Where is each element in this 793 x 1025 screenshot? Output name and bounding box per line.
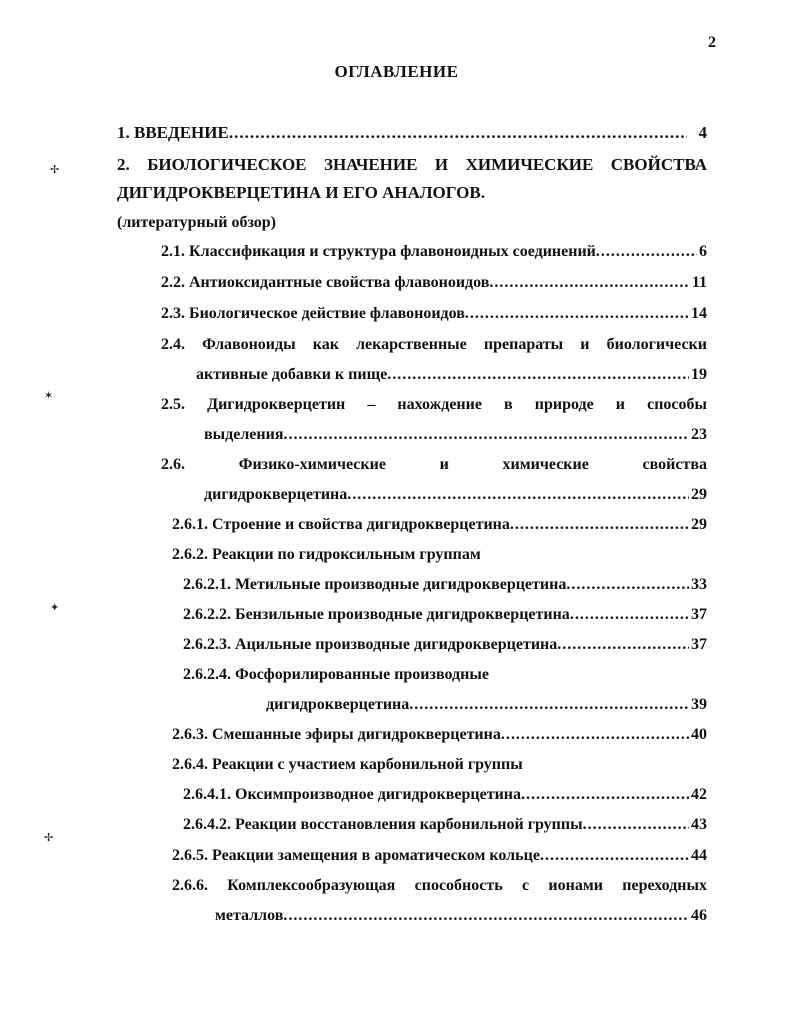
toc-entry-page: 6 bbox=[699, 243, 707, 260]
toc-entry-title: активные добавки к пище bbox=[196, 366, 388, 383]
toc-entry-page: 14 bbox=[691, 305, 707, 322]
toc-entry-2-6-4-1[interactable] bbox=[183, 785, 707, 805]
toc-entry-2-6-2-4-line1[interactable]: 2.6.2.4. Фосфорилированные производные bbox=[183, 666, 489, 683]
toc-entry-2-6-2[interactable]: 2.6.2. Реакции по гидроксильным группам bbox=[172, 546, 481, 563]
toc-entry-2-6-3[interactable] bbox=[172, 725, 707, 745]
toc-entry-2-5-line1[interactable]: 2.5. Дигидрокверцетин – нахождение в природе и способы bbox=[161, 396, 707, 413]
page-number: 2 bbox=[708, 34, 716, 51]
toc-entry-page: 19 bbox=[691, 366, 707, 383]
toc-entry-page: 4 bbox=[698, 123, 707, 142]
dot-leader bbox=[570, 605, 689, 625]
toc-entry-title: 2.1. Классификация и структура флавоноидных соединений bbox=[161, 243, 596, 260]
dot-leader bbox=[409, 695, 689, 715]
dot-leader bbox=[489, 273, 689, 293]
toc-entry-page: 44 bbox=[691, 847, 707, 864]
toc-entry-2-2[interactable] bbox=[161, 273, 707, 293]
toc-entry-page: 33 bbox=[691, 576, 707, 593]
dot-leader bbox=[557, 635, 689, 655]
toc-entry-2-1[interactable] bbox=[161, 242, 707, 262]
toc-entry-title: 2.2. Антиоксидантные свойства флавоноидов bbox=[161, 274, 490, 291]
dot-leader bbox=[583, 815, 689, 835]
toc-chapter-2-subtitle: (литературный обзор) bbox=[117, 214, 277, 231]
toc-entry-2-6-line2[interactable] bbox=[204, 485, 707, 505]
toc-entry-title: 1. ВВЕДЕНИЕ bbox=[117, 123, 229, 142]
toc-entry-title: 2.6.2.3. Ацильные производные дигидрокверцетина bbox=[183, 636, 558, 653]
toc-entry-2-4-line1[interactable]: 2.4. Флавоноиды как лекарственные препараты и биологически bbox=[161, 336, 707, 353]
toc-entry-2-6-6-line1[interactable]: 2.6.6. Комплексообразующая способность с ионами переходных bbox=[172, 877, 707, 894]
toc-entry-page: 40 bbox=[691, 726, 707, 743]
toc-entry-2-6-2-2[interactable] bbox=[183, 605, 707, 625]
toc-entry-title: 2.6.3. Смешанные эфиры дигидрокверцетина bbox=[172, 726, 501, 743]
scan-mark-icon: ✢ bbox=[44, 832, 54, 844]
toc-chapter-2-line1[interactable]: 2. БИОЛОГИЧЕСКОЕ ЗНАЧЕНИЕ И ХИМИЧЕСКИЕ СВОЙСТВА bbox=[117, 155, 707, 174]
toc-entry-2-6-6-line2[interactable] bbox=[215, 906, 707, 926]
toc-entry-title: дигидрокверцетина bbox=[204, 486, 348, 503]
dot-leader bbox=[596, 242, 697, 262]
dot-leader bbox=[521, 785, 689, 805]
dot-leader bbox=[566, 575, 689, 595]
scan-mark-icon: ✦ bbox=[50, 602, 60, 614]
toc-entry-2-5-line2[interactable] bbox=[204, 425, 707, 445]
toc-entry-page: 43 bbox=[691, 816, 707, 833]
dot-leader bbox=[347, 485, 689, 505]
toc-entry-title: 2.6.5. Реакции замещения в ароматическом кольце bbox=[172, 847, 540, 864]
scan-mark-icon: ✶ bbox=[44, 390, 54, 402]
dot-leader bbox=[387, 365, 689, 385]
toc-entry-page: 37 bbox=[691, 606, 707, 623]
dot-leader bbox=[284, 425, 690, 445]
toc-entry-2-6-5[interactable] bbox=[172, 846, 707, 866]
toc-entry-page: 23 bbox=[691, 426, 707, 443]
dot-leader bbox=[229, 123, 687, 143]
toc-entry-2-6-2-1[interactable] bbox=[183, 575, 707, 595]
toc-entry-title: 2.6.4.2. Реакции восстановления карбонильной группы bbox=[183, 816, 583, 833]
page-title: ОГЛАВЛЕНИЕ bbox=[334, 62, 459, 81]
toc-entry-title: 2.6.2.1. Метильные производные дигидрокверцетина bbox=[183, 576, 567, 593]
toc-entry-introduction[interactable] bbox=[117, 123, 707, 143]
toc-entry-title: 2.6.2.2. Бензильные производные дигидрокверцетина bbox=[183, 606, 570, 623]
toc-entry-page: 42 bbox=[691, 786, 707, 803]
toc-entry-title: металлов bbox=[215, 907, 284, 924]
toc-entry-2-3[interactable] bbox=[161, 304, 707, 324]
toc-entry-page: 46 bbox=[691, 907, 707, 924]
dot-leader bbox=[283, 906, 689, 926]
toc-entry-page: 29 bbox=[691, 516, 707, 533]
dot-leader bbox=[501, 725, 689, 745]
dot-leader bbox=[510, 515, 689, 535]
toc-entry-title: 2.6.4.1. Оксимпроизводное дигидрокверцетина bbox=[183, 786, 521, 803]
toc-entry-2-6-4-2[interactable] bbox=[183, 815, 707, 835]
toc-entry-2-4-line2[interactable] bbox=[196, 365, 707, 385]
toc-entry-2-6-4[interactable]: 2.6.4. Реакции с участием карбонильной группы bbox=[172, 756, 523, 773]
scan-mark-icon: ✢ bbox=[50, 164, 60, 176]
toc-entry-2-6-2-3[interactable] bbox=[183, 635, 707, 655]
toc-entry-page: 39 bbox=[691, 696, 707, 713]
dot-leader bbox=[540, 846, 689, 866]
dot-leader bbox=[465, 304, 689, 324]
toc-entry-page: 29 bbox=[691, 486, 707, 503]
toc-entry-2-6-2-4-line2[interactable] bbox=[266, 695, 707, 715]
toc-entry-2-6-1[interactable] bbox=[172, 515, 707, 535]
toc-chapter-2-line2: ДИГИДРОКВЕРЦЕТИНА И ЕГО АНАЛОГОВ. bbox=[117, 183, 485, 202]
toc-entry-title: выделения bbox=[204, 426, 284, 443]
toc-entry-page: 11 bbox=[691, 274, 707, 291]
toc-entry-title: дигидрокверцетина bbox=[266, 696, 410, 713]
toc-entry-title: 2.6.1. Строение и свойства дигидрокверцетина bbox=[172, 516, 510, 533]
toc-entry-title: 2.3. Биологическое действие флавоноидов bbox=[161, 305, 465, 322]
toc-entry-2-6-line1[interactable]: 2.6. Физико-химические и химические свойства bbox=[161, 456, 707, 473]
toc-entry-page: 37 bbox=[691, 636, 707, 653]
